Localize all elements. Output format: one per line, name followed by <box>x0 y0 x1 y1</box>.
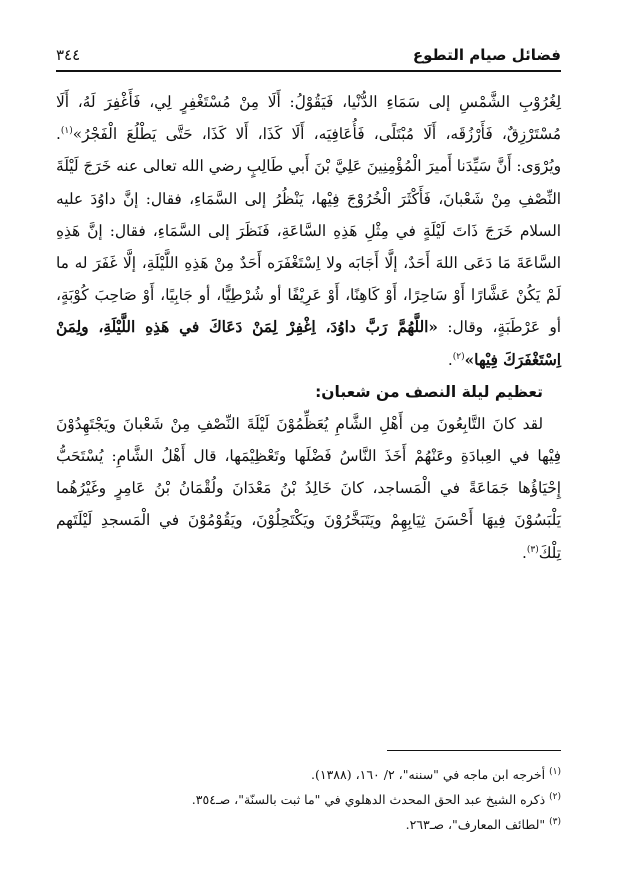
page-header <box>56 34 561 64</box>
footnote-ref-1: (١) <box>60 126 73 137</box>
main-text <box>56 86 561 569</box>
paragraph-2 <box>56 408 561 569</box>
footnote-ref-3: (٣) <box>526 544 539 555</box>
footnote-separator <box>387 750 561 751</box>
footnotes <box>56 762 561 837</box>
running-title: فضائل صيام التطوع <box>412 46 561 64</box>
footnote-3-number: (٣) <box>549 816 561 827</box>
header-rule <box>56 70 561 72</box>
dua-quote: «اللَّهُمَّ رَبَّ داوُدَ، اِغْفِرْ لِمَنْ دَعَاكَ في هَذِهِ اللَّيْلَةِ، ولِمَنْ اِسْتَغْفَرَكَ فِيْها» <box>56 318 561 369</box>
page-number: ٣٤٤ <box>56 46 81 64</box>
paragraph-2-end: . <box>522 543 527 562</box>
section-heading: تعظيم ليلة النصف من شعبان: <box>315 382 543 401</box>
paragraph-1-text: لِغُرُوْبِ الشَّمْسِ إلى سَمَاءِ الدُّنْيا، فَيَقُوْلُ: أَلَا مِنْ مُسْتَغْفِرٍ لِي، فَأَغْفِرَ لَهُ، أَلَا مُسْتَرْزِقٌ، فَأَرْزُقَه، أَلَا مُبْتَلًى، فَأُعَافِيَه، أَلَا كَذَا، أَلا كَذَا، حَتَّى يَطْلُعَ الْفَجْرُ» <box>56 93 561 144</box>
paragraph-1 <box>56 86 561 376</box>
paragraph-1-continuation: . ويُرْوَى: أَنَّ سَيِّدَنا أَميرَ الْمُؤْمِنِينَ عَلِيَّ بْنَ أَبي طَالِبٍ رضي الله تعالى عنه خَرَجَ لَيْلَةَ النِّصْفِ مِنْ شَعْبانَ، فَأَكْثَرَ الْخُرُوْجَ فِيْها، يَنْظُرُ إلى السَّمَاءِ، فقال: إنَّ داوُدَ عليه السلام خَرَجَ ذَاتَ لَيْلَةٍ في مِثْلِ هَذِهِ السَّاعَةِ، فَنَظَرَ إلى السَّمَاءِ، فقال: إنَّ هَذِهِ السَّاعَةَ مَا دَعَى اللهَ أَحَدٌ، إلَّا أَجَابَه ولا اِسْتَغْفَرَه أَحَدٌ مِنْ هَذِهِ اللَّيْلَةِ، إلَّا غَفَرَ له ما لَمْ يَكُنْ عَشَّارًا أَوْ سَاحِرًا، أَوْ كَاهِنًا، أَوْ عَرِيْفًا أو شُرْطِيًّا، أو جَابِيًا، أَوْ صَاحِبَ كُوْبَةٍ، أو عَرْطَبَةٍ، وقال: <box>56 125 562 337</box>
footnote-2-text: ذكره الشيخ عبد الحق المحدث الدهلوي في "ما ثبت بالسنّة"، صـ٣٥٤. <box>191 792 546 807</box>
footnote-3 <box>56 812 561 837</box>
footnote-ref-2: (٢) <box>452 351 465 362</box>
footnote-1-number: (١) <box>549 766 561 777</box>
paragraph-2-text: لقد كانَ التَّابِعُونَ مِن أَهْلِ الشَّامِ يُعَظِّمُوْنَ لَيْلَةَ النِّصْفِ مِنْ شَعْبانَ ويَجْتَهِدُوْنَ فِيْها في العِبادَةِ وعَنْهُمْ أَخَذَ النَّاسُ فَضْلَها وتَعْظِيْمَها، قال أَهْلُ الشَّامِ: يُسْتَحَبُّ إِحْيَاؤُها جَمَاعَةً في الْمَساجد، كانَ خَالِدُ بْنُ مَعْدَانَ ولُقْمَانُ بْنُ عَامِرٍ وغَيْرُهُما يَلْبَسُوْنَ فِيهَا أَحْسَنَ ثِيَابِهِمْ ويَتَبَخَّرُوْنَ ويَكْتَحِلُوْنَ، ويَقُوْمُوْنَ في الْمَسجدِ لَيْلَتَهم تِلْكَ <box>56 414 561 562</box>
footnote-3-text: "لطائف المعارف"، صـ٢٦٣. <box>405 817 546 832</box>
footnote-2 <box>56 787 561 812</box>
footnote-1 <box>56 762 561 787</box>
footnote-2-number: (٢) <box>549 791 561 802</box>
paragraph-1-end: . <box>447 350 453 369</box>
footnote-1-text: أخرجه ابن ماجه في "سننه"، ٢/ ١٦٠، (١٣٨٨). <box>311 767 546 782</box>
